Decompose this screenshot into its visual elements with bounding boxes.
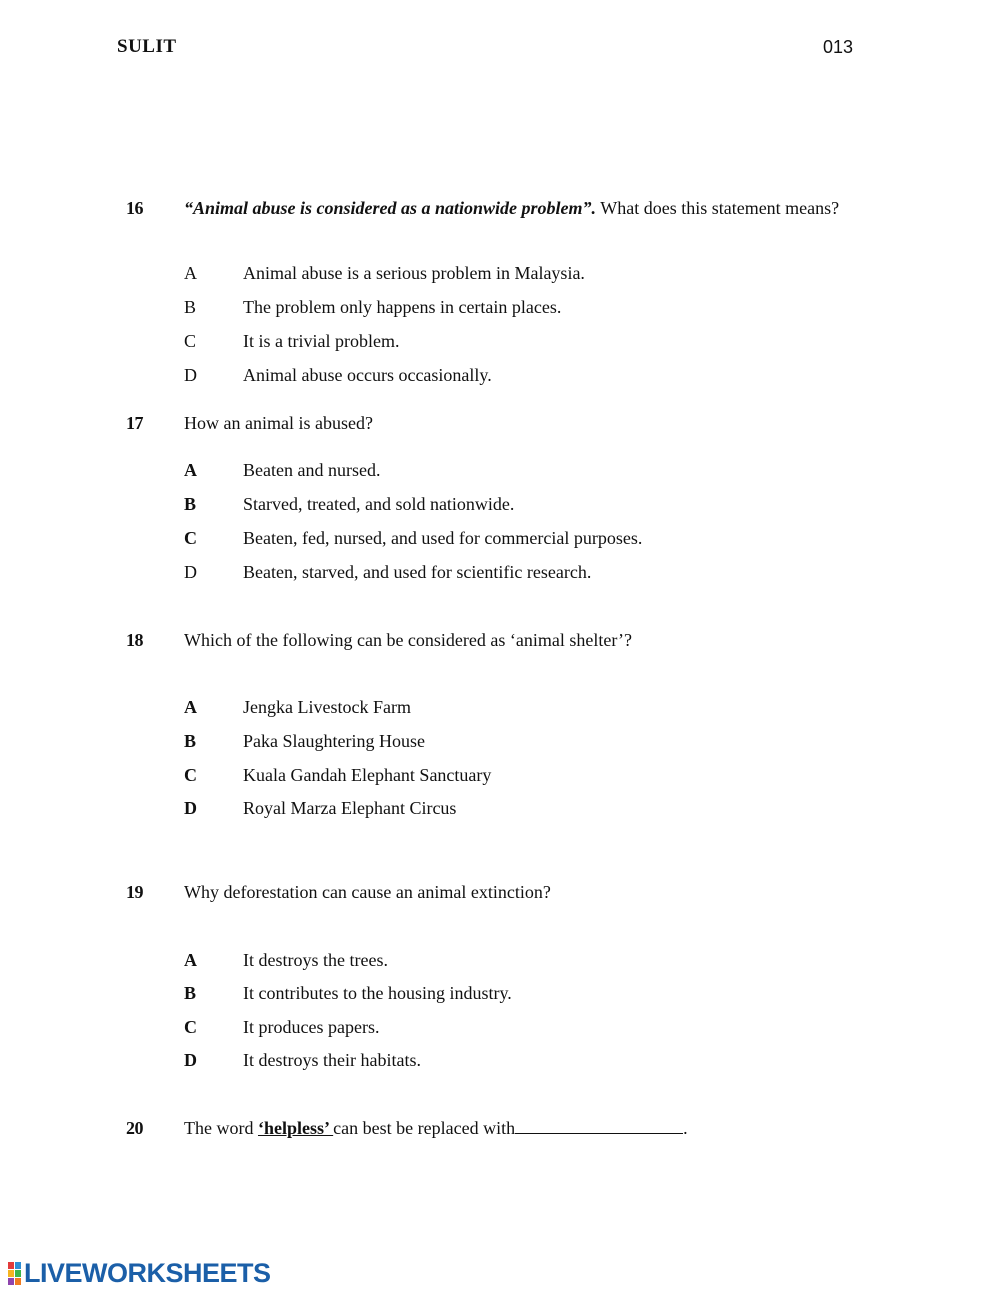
question-20-keyword: ‘helpless’	[257, 1118, 334, 1138]
question-19-option-b-text[interactable]: It contributes to the housing industry.	[243, 983, 512, 1003]
question-17-number: 17	[126, 413, 143, 433]
question-19-option-c-text[interactable]: It produces papers.	[243, 1017, 380, 1037]
question-19-prompt: Why deforestation can cause an animal extinction?	[184, 882, 551, 902]
question-20-number: 20	[126, 1118, 143, 1138]
question-16-option-a-letter[interactable]: A	[184, 263, 197, 283]
question-19-option-b-letter[interactable]: B	[184, 983, 197, 1003]
question-18-option-b-letter[interactable]: B	[184, 731, 197, 751]
question-20-post: can best be replaced with	[333, 1118, 516, 1138]
question-20-end: .	[683, 1118, 688, 1138]
question-16-option-c-text[interactable]: It is a trivial problem.	[243, 331, 400, 351]
question-19-option-d-letter[interactable]: D	[184, 1050, 197, 1070]
question-16-option-b-text[interactable]: The problem only happens in certain places.	[243, 297, 562, 317]
question-19-option-a-letter[interactable]: A	[184, 950, 197, 970]
question-20-prompt	[184, 1115, 844, 1141]
question-16-number: 16	[126, 198, 143, 218]
question-17-option-c-letter[interactable]: C	[184, 528, 197, 548]
question-17-prompt: How an animal is abused?	[184, 413, 373, 433]
question-20-pre: The word	[184, 1118, 258, 1138]
question-19-number: 19	[126, 882, 143, 902]
liveworksheets-logo-text: LIVEWORKSHEETS	[24, 1257, 271, 1288]
question-17-option-d-letter[interactable]: D	[184, 562, 197, 582]
question-18-option-d-letter[interactable]: D	[184, 798, 197, 818]
question-18-option-a-text[interactable]: Jengka Livestock Farm	[243, 697, 411, 717]
liveworksheets-logo	[8, 1258, 271, 1288]
question-18-prompt: Which of the following can be considered as ‘animal shelter’?	[184, 630, 632, 650]
question-16-option-c-letter[interactable]: C	[184, 331, 197, 351]
header-page-code: 013	[823, 37, 854, 57]
question-17-option-d-text[interactable]: Beaten, starved, and used for scientific research.	[243, 562, 592, 582]
question-18-option-c-letter[interactable]: C	[184, 765, 197, 785]
question-18-option-a-letter[interactable]: A	[184, 697, 197, 717]
question-16-option-d-letter[interactable]: D	[184, 365, 197, 385]
question-16-quote: “Animal abuse is considered as a nationwide problem”.	[184, 198, 597, 218]
question-19-option-c-letter[interactable]: C	[184, 1017, 197, 1037]
question-20-answer-blank[interactable]	[515, 1117, 683, 1134]
question-18-option-b-text[interactable]: Paka Slaughtering House	[243, 731, 425, 751]
question-16-option-b-letter[interactable]: B	[184, 297, 197, 317]
question-17-option-a-text[interactable]: Beaten and nursed.	[243, 460, 381, 480]
question-16-option-a-text[interactable]: Animal abuse is a serious problem in Malaysia.	[243, 263, 585, 283]
question-18-option-d-text[interactable]: Royal Marza Elephant Circus	[243, 798, 457, 818]
header-sulit: SULIT	[117, 36, 177, 57]
question-17-option-b-letter[interactable]: B	[184, 494, 197, 514]
question-16-option-d-text[interactable]: Animal abuse occurs occasionally.	[243, 365, 492, 385]
question-17-option-a-letter[interactable]: A	[184, 460, 197, 480]
question-19-option-d-text[interactable]: It destroys their habitats.	[243, 1050, 421, 1070]
question-16-prompt	[184, 195, 844, 221]
question-17-option-b-text[interactable]: Starved, treated, and sold nationwide.	[243, 494, 515, 514]
question-18-number: 18	[126, 630, 143, 650]
liveworksheets-logo-icon	[8, 1262, 21, 1285]
question-19-option-a-text[interactable]: It destroys the trees.	[243, 950, 388, 970]
question-18-option-c-text[interactable]: Kuala Gandah Elephant Sanctuary	[243, 765, 492, 785]
question-16-question: What does this statement means?	[596, 198, 840, 218]
question-17-option-c-text[interactable]: Beaten, fed, nursed, and used for commercial purposes.	[243, 528, 643, 548]
